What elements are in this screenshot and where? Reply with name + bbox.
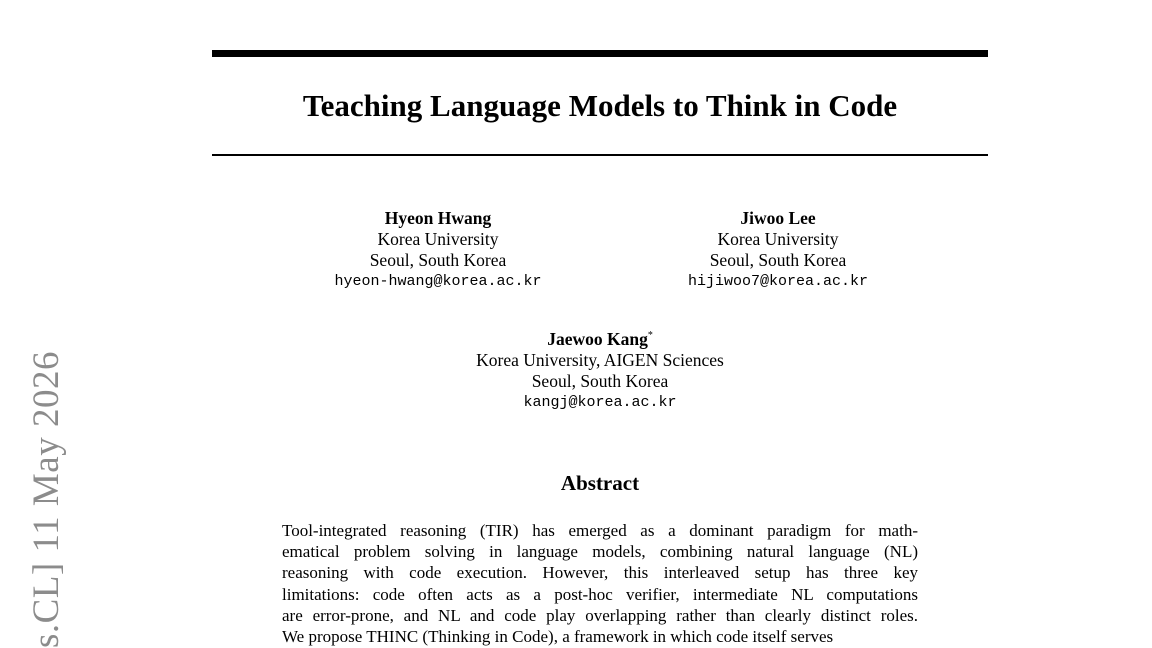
author-location: Seoul, South Korea [531,371,669,391]
abstract-line: We propose THINC (Thinking in Code), a framework in which code itself serves [282,627,834,647]
author-affiliation: Korea University [717,229,839,249]
arxiv-stamp: s.CL] 11 May 2026 [26,351,67,648]
corresponding-author-mark: * [647,330,653,342]
author-affiliation: Korea University [377,229,499,249]
abstract-line: ematical problem solving in language models, combining natural language (NL) [282,542,918,562]
abstract-line: reasoning with code execution. However, this interleaved setup has three key [282,563,918,583]
author-email[interactable]: hyeon-hwang@korea.ac.kr [334,273,542,290]
author-affiliation: Korea University, AIGEN Sciences [476,350,724,370]
author-block-2 [640,208,916,292]
author-email[interactable]: hijiwoo7@korea.ac.kr [687,273,869,290]
abstract-heading: Abstract [560,471,640,495]
abstract-line: Tool-integrated reasoning (TIR) has emerged as a dominant paradigm for math- [282,521,918,540]
title-rule-bottom [212,154,988,156]
title-rule-top [212,50,988,57]
author-location: Seoul, South Korea [369,250,507,270]
author-email[interactable]: kangj@korea.ac.kr [523,394,677,411]
author-name: Jaewoo Kang [547,329,648,349]
author-name-line [400,329,800,350]
author-block-1 [300,208,576,292]
abstract-body [282,520,918,647]
abstract-line: are error-prone, and NL and code play overlapping rather than clearly distinct roles. [282,605,918,625]
abstract-line: limitations: code often acts as a post-hoc verifier, intermediate NL computations [282,584,918,604]
author-location: Seoul, South Korea [709,250,847,270]
paper-title: Teaching Language Models to Think in Code [302,88,898,123]
author-name: Hyeon Hwang [384,208,492,228]
author-name: Jiwoo Lee [740,208,816,228]
author-block-3 [400,329,800,413]
